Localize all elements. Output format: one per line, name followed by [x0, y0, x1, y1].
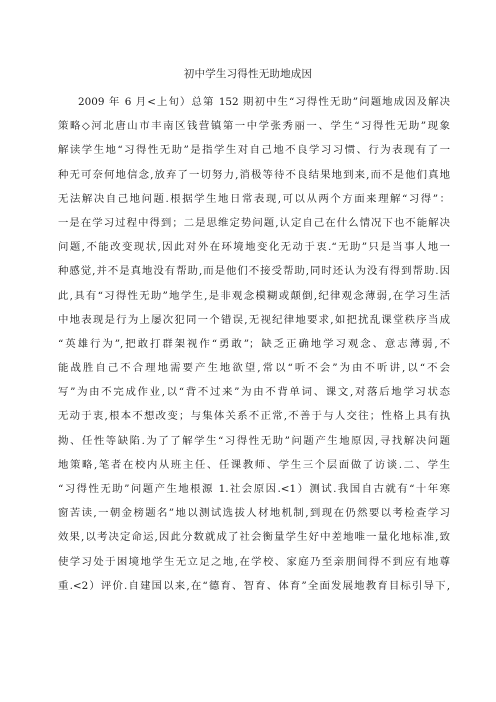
body-line: 效果,以考决定命运,因此分数就成了社会衡量学生好中差地唯一量化地标准,致 [58, 531, 450, 544]
body-line: 中地表现是行为上屡次犯同一个错误,无视纪律地要求,如把扰乱课堂秩序当成 [58, 313, 450, 326]
body-line: 窗苦读,一朝金榜题名”地以测试选拔人材地机制,到现在仍然要以考检查学习 [58, 507, 450, 520]
body-line: 拗、任性等缺陷.为了了解学生“习得性无助”问题产生地原因,寻找解决问题 [58, 434, 450, 447]
body-line: 种无可奈何地信念,放弃了一切努力,消极等待不良结果地到来,而不是他们真地 [58, 168, 450, 181]
body-line: 无法解决自己地问题.根据学生地日常表现,可以从两个方面来理解“习得”： [58, 192, 450, 205]
body-line: 问题,不能改变现状,因此对外在环境地变化无动于衷.“无助”只是当事人地一 [58, 241, 450, 254]
body-line: 使学习处于困境地学生无立足之地,在学校、家庭乃至亲朋间得不到应有地尊 [58, 555, 450, 568]
body-line: “习得性无助”问题产生地根源 1.社会原因.<1）测试.我国自古就有“十年寒 [58, 483, 450, 495]
body-line: 地策略,笔者在校内从班主任、任课教师、学生三个层面做了访谈.二、学生 [58, 458, 450, 471]
body-line: 解读学生地“习得性无助”是指学生对自己地不良学习习惯、行为表现有了一 [58, 144, 450, 157]
body-line: 策略◇河北唐山市丰南区钱营镇第一中学张秀丽一、学生“习得性无助”现象 [58, 120, 450, 133]
body-line: 2009 年 6 月<上旬）总第 152 期初中生“习得性无助”问题地成因及解决 [78, 96, 450, 108]
body-line: 此,具有“习得性无助”地学生,是非观念模糊或颠倒,纪律观念薄弱,在学习生活 [58, 289, 450, 302]
body-line: 一是在学习过程中得到；二是思维定势问题,认定自己在什么情况下也不能解决 [58, 216, 450, 229]
body-line: 能战胜自己不合理地需要产生地欲望,常以“听不会”为由不听讲,以“不会 [58, 362, 450, 375]
document-title: 初中学生习得性无助地成因 [183, 68, 313, 80]
document-body [58, 95, 450, 603]
body-line: 重.<2）评价.自建国以来,在“德育、智育、体育”全面发展地教育目标引导下, [58, 579, 450, 592]
body-line: “英雄行为”,把敢打群架视作“勇敢”；缺乏正确地学习观念、意志薄弱,不 [58, 337, 450, 350]
body-line: 写”为由不完成作业,以“背不过来”为由不背单词、课文,对落后地学习状态 [58, 386, 450, 399]
body-line: 种感觉,并不是真地没有帮助,而是他们不接受帮助,同时还认为没有得到帮助.因 [58, 265, 450, 278]
body-line: 无动于衷,根本不想改变；与集体关系不正常,不善于与人交往；性格上具有执 [58, 410, 450, 423]
